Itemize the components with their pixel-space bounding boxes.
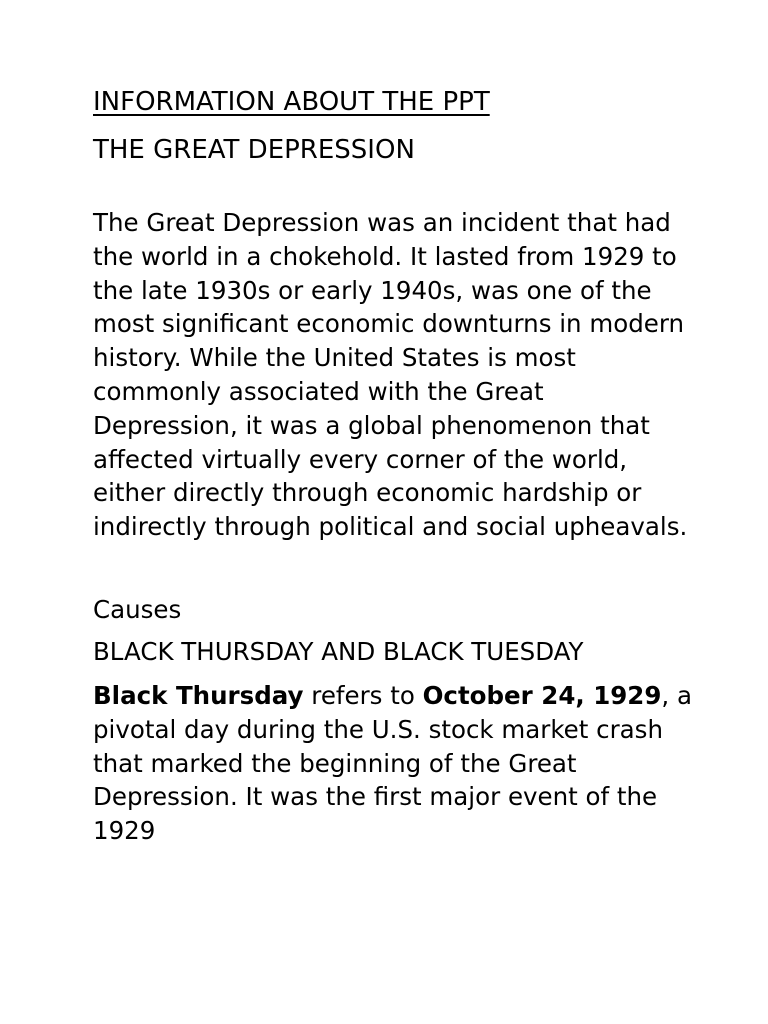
document-title: INFORMATION ABOUT THE PPT — [93, 87, 490, 117]
section-heading: BLACK THURSDAY AND BLACK TUESDAY — [93, 636, 584, 666]
intro-paragraph: The Great Depression was an incident that had the world in a chokehold. It lasted from 1929 to the late 1930s or early 1940s, was one of the most significant economic downturns in modern history. While the United States is most commonly associated with the Great Depression, it was a global phenomenon that affected virtually every corner of the world, either directly through economic hardship or indirectly through political and social upheavals. — [93, 208, 688, 542]
black-thursday-paragraph — [93, 679, 693, 848]
causes-label: Causes — [93, 594, 182, 624]
black-thursday-term: Black Thursday — [93, 680, 304, 710]
document-subtitle: THE GREAT DEPRESSION — [93, 135, 415, 165]
black-thursday-date: October 24, 1929 — [422, 680, 662, 710]
document-page — [93, 84, 693, 848]
black-thursday-text-1: refers to — [303, 680, 423, 710]
black-thursday-text-2: , a pivotal day during the U.S. stock market crash that marked the beginning of the Great Depression. It was the first major event of the 1929 — [93, 680, 692, 846]
